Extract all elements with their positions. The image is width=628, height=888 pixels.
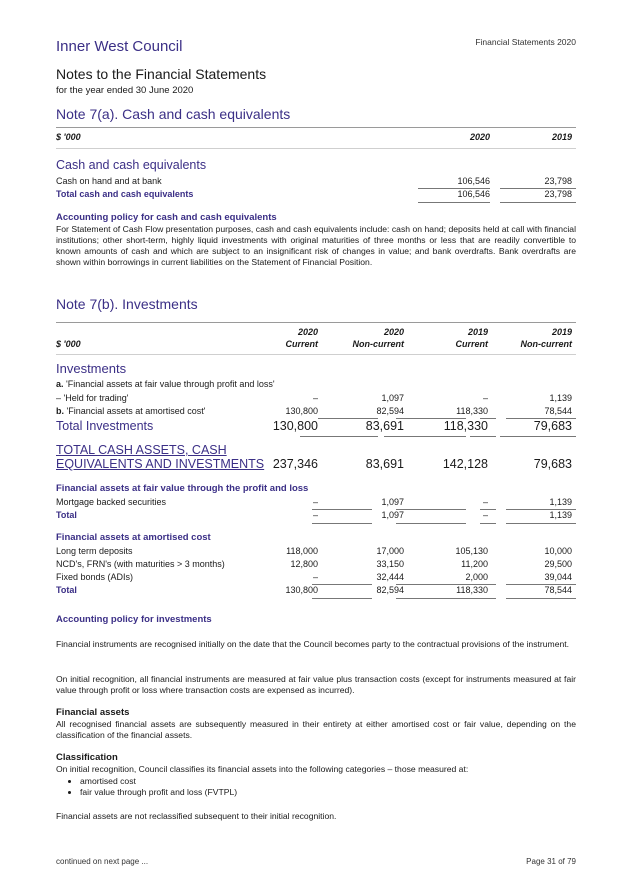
policy-text: For Statement of Cash Flow presentation purposes, cash and cash equivalents include: cash on hand; deposits held at call with financial institutions; other short-term, highly liquid investments with original maturities of three months or less that are readily convertible to known amounts of cash and which are subject to an insignificant risk of changes in value; and bank overdrafts. Bank overdrafts are shown within borrowings in current liabilities on the Statement of Financial Position.	[56, 224, 576, 267]
continued-label: continued on next page ...	[56, 857, 149, 866]
classification-heading: Classification	[56, 752, 118, 763]
table-row-total: Total cash and cash equivalents 106,546 23,798	[56, 189, 572, 199]
document-label: Financial Statements 2020	[475, 37, 576, 47]
council-name: Inner West Council	[56, 38, 183, 55]
underline	[500, 202, 576, 203]
policy-paragraph: On initial recognition, all financial instruments are measured at fair value plus transaction costs (except for instruments measured at fair value through profit or loss where transaction costs are expensed as incurred).	[56, 674, 576, 695]
financial-assets-heading: Financial assets	[56, 707, 130, 718]
period-label: for the year ended 30 June 2020	[56, 85, 194, 96]
col-2020: 2020	[469, 132, 490, 142]
list-item: • amortised cost	[80, 776, 237, 787]
note-7a-column-header	[56, 132, 576, 145]
amortised-heading: Financial assets at amortised cost	[56, 532, 211, 543]
divider	[56, 127, 576, 128]
underline	[418, 202, 490, 203]
policy-paragraph: All recognised financial assets are subsequently measured in their entirety at either amortised cost or fair value, depending on the classification of the financial assets.	[56, 719, 576, 740]
section-heading: Cash and cash equivalents	[56, 158, 207, 172]
page-number: Page 31 of 79	[526, 857, 576, 866]
table-row: b. 'Financial assets at amortised cost' 130,800 82,594 118,330 78,544	[56, 406, 572, 416]
divider	[56, 148, 576, 149]
policy-paragraph: Financial instruments are recognised initially on the date that the Council becomes party to the contractual provisions of the instrument.	[56, 639, 570, 649]
row-a-label: a. 'Financial assets at fair value through profit and loss'	[56, 379, 275, 389]
table-row-total: Total 130,800 82,594 118,330 78,544	[56, 585, 572, 595]
table-row: Fixed bonds (ADIs) – 32,444 2,000 39,044	[56, 572, 572, 582]
table-row: – 'Held for trading' – 1,097 – 1,139	[56, 393, 572, 403]
divider	[56, 354, 576, 355]
page-title: Notes to the Financial Statements	[56, 66, 267, 82]
table-row: Mortgage backed securities – 1,097 – 1,139	[56, 497, 572, 507]
table-row-total: Total – 1,097 – 1,139	[56, 510, 572, 520]
unit-label: $ '000	[56, 132, 81, 142]
col-2019: 2019	[551, 132, 572, 142]
note-7a-heading: Note 7(a). Cash and cash equivalents	[56, 106, 291, 122]
list-item: • fair value through profit and loss (FVTPL)	[80, 787, 237, 798]
table-row-grand-total: EQUIVALENTS AND INVESTMENTS 237,346 83,691 142,128 79,683	[56, 457, 572, 471]
policy-paragraph: Financial assets are not reclassified subsequent to their initial recognition.	[56, 811, 337, 821]
table-row-total: Total Investments 130,800 83,691 118,330 79,683	[56, 419, 572, 433]
investments-heading: Investments	[56, 361, 127, 376]
note-7b-heading: Note 7(b). Investments	[56, 296, 198, 312]
table-row: NCD's, FRN's (with maturities > 3 months) 12,800 33,150 11,200 29,500	[56, 559, 572, 569]
total-cash-label-1: TOTAL CASH ASSETS, CASH	[56, 443, 227, 457]
policy-heading: Accounting policy for cash and cash equivalents	[56, 212, 277, 223]
policy-paragraph: On initial recognition, Council classifies its financial assets into the following categories – those measured at:	[56, 764, 469, 774]
fvtpl-heading: Financial assets at fair value through the profit and loss	[56, 483, 309, 494]
classification-list	[66, 776, 237, 798]
divider	[56, 322, 576, 323]
table-row: Cash on hand and at bank 106,546 23,798	[56, 176, 572, 186]
investments-policy-heading: Accounting policy for investments	[56, 614, 212, 625]
note-7b-column-header: $ '000 2020 Current 2020 Non-current 2019 Current 2019 Non-current	[56, 327, 572, 349]
table-row: Long term deposits 118,000 17,000 105,130 10,000	[56, 546, 572, 556]
